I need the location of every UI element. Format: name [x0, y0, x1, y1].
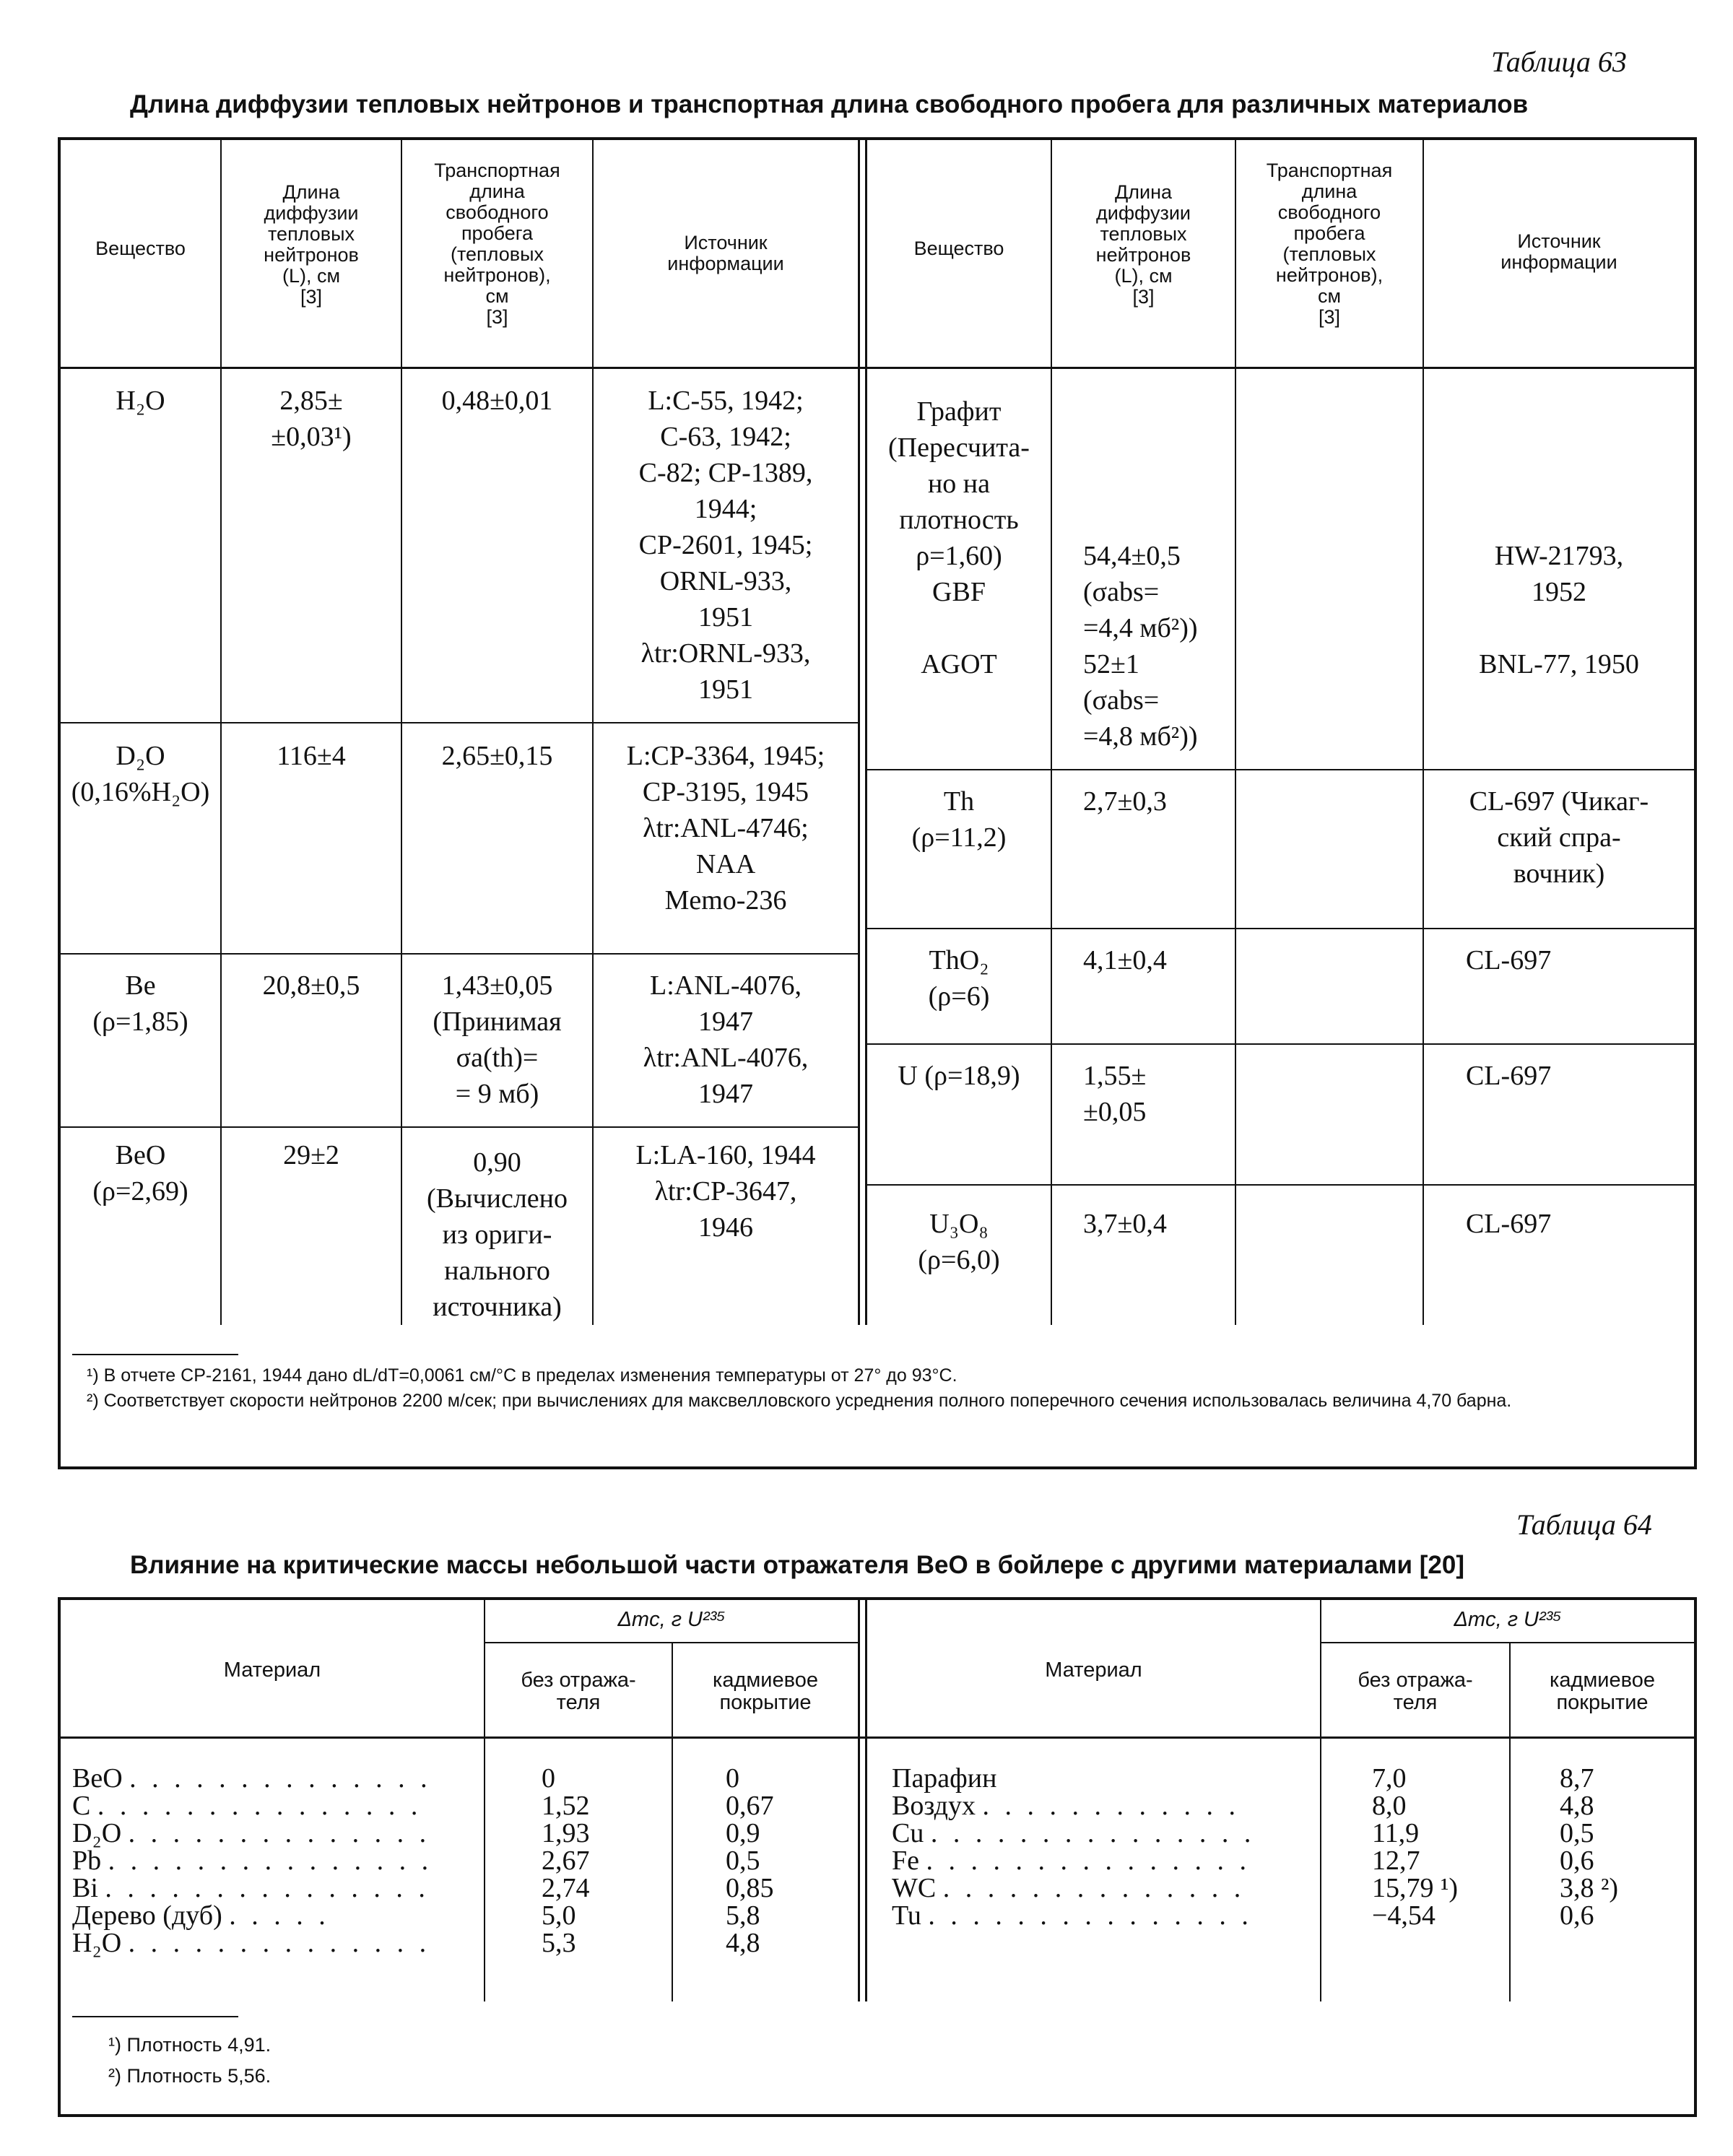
header-no-reflector-right: без отража- теля: [1358, 1669, 1473, 1714]
row-substance: U (ρ=18,9): [898, 1061, 1020, 1091]
row-diffusion: 2,7±0,3: [1083, 786, 1167, 817]
row-diffusion: 54,4±0,5 (σabs= =4,4 мб²)) 52±1 (σabs= =4,8 мб²)): [1083, 541, 1198, 752]
row-transport: 2,65±0,15: [441, 741, 553, 771]
row-substance: Th (ρ=11,2): [911, 786, 1007, 853]
header-substance-left: Вещество: [95, 238, 186, 259]
row-diffusion: 20,8±0,5: [262, 970, 360, 1001]
header-substance-right: Вещество: [913, 238, 1004, 259]
row-source: CL-697 (Чикаг- ский спра- вочник): [1469, 786, 1649, 889]
header-transport-left: Транспортная длина свободного пробега (тепловых нейтронов), см [3]: [434, 160, 560, 328]
row-source: CL-697: [1466, 1209, 1552, 1239]
row-source: L:LA-160, 1944 λtr:CP-3647, 1946: [635, 1140, 816, 1243]
table63-title: Длина диффузии тепловых нейтронов и транспортная длина свободного пробега для различных материалов: [130, 90, 1529, 118]
header-delta-left: Δmc, г U²³⁵: [617, 1608, 726, 1631]
header-diffusion-right: Длина диффузии тепловых нейтронов (L), см [3]: [1095, 181, 1191, 308]
right-material-list: [892, 1765, 1320, 1929]
row-source: CL-697: [1466, 1061, 1552, 1091]
table64: [58, 1597, 1697, 2117]
right-cadmium-values: 8,7 4,8 0,5 0,6 3,8 ²) 0,6: [1560, 1763, 1619, 1931]
footnote-2: ²) Плотность 5,56.: [108, 2065, 272, 2087]
row-substance: D₂O (0,16%H₂O): [71, 741, 210, 807]
header-transport-right: Транспортная длина свободного пробега (тепловых нейтронов), см [3]: [1266, 160, 1393, 328]
row-diffusion: 29±2: [283, 1140, 339, 1170]
row-source: HW-21793, 1952 BNL-77, 1950: [1479, 541, 1639, 679]
header-delta-right: Δmc, г U²³⁵: [1454, 1608, 1562, 1631]
row-substance: Графит (Пересчита- но на плотность ρ=1,60) GBF AGOT: [888, 396, 1030, 679]
list-item: Воздух . . . . . . . . . . . .: [892, 1791, 1241, 1821]
list-item: Tu . . . . . . . . . . . . . . .: [892, 1900, 1253, 1931]
list-item: Парафин: [892, 1763, 997, 1794]
row-source: L:CP-3364, 1945; CP-3195, 1945 λtr:ANL-4746; NAA Memo-236: [626, 741, 825, 916]
list-item: Pb . . . . . . . . . . . . . . .: [72, 1846, 433, 1876]
table64-title: Влияние на критические массы небольшой части отражателя BeO в бойлере с другими материалами [20]: [130, 1551, 1464, 1579]
row-transport: 1,43±0,05 (Принимая σa(th)= = 9 мб): [433, 970, 562, 1109]
row-substance: ThO₂ (ρ=6): [928, 945, 990, 1012]
row-diffusion: 1,55± ±0,05: [1083, 1061, 1147, 1127]
left-cadmium-values: 0 0,67 0,9 0,5 0,85 5,8 4,8: [726, 1763, 774, 1958]
footnote-2: ²) Соответствует скорости нейтронов 2200 м/сек; при вычислениях для максвелловского усреднения полного поперечного сечения использовалась величина 4,70 барна.: [87, 1391, 1512, 1411]
footnote-1: ¹) В отчете CP-2161, 1944 дано dL/dT=0,0061 см/°С в пределах изменения температуры от 27° до 93°С.: [87, 1365, 957, 1386]
left-material-list: [72, 1765, 484, 1957]
list-item: Bi . . . . . . . . . . . . . . .: [72, 1873, 430, 1903]
list-item: H₂O . . . . . . . . . . . . . .: [72, 1928, 431, 1958]
row-diffusion: 4,1±0,4: [1083, 945, 1167, 975]
list-item: WC . . . . . . . . . . . . . .: [892, 1873, 1246, 1903]
header-no-reflector-left: без отража- теля: [521, 1669, 636, 1714]
header-material-left: Материал: [223, 1659, 321, 1682]
header-source-left: Источник информации: [667, 232, 784, 274]
list-item: D₂O . . . . . . . . . . . . . .: [72, 1818, 431, 1848]
row-diffusion: 116±4: [277, 741, 346, 771]
header-cadmium-right: кадмиевое покрытие: [1550, 1669, 1655, 1714]
list-item: Дерево (дуб) . . . . .: [72, 1900, 330, 1931]
left-no-reflector-values: 0 1,52 1,93 2,67 2,74 5,0 5,3: [542, 1763, 590, 1958]
right-no-reflector-values: 7,0 8,0 11,9 12,7 15,79 ¹) −4,54: [1372, 1763, 1459, 1931]
table63: [58, 137, 1697, 1469]
row-source: CL-697: [1466, 945, 1552, 975]
row-substance: BeO (ρ=2,69): [92, 1140, 188, 1207]
row-source: L:C-55, 1942; C-63, 1942; C-82; CP-1389, 1944; CP-2601, 1945; ORNL-933, 1951 λtr:ORNL-933, 1951: [638, 386, 813, 705]
row-transport: 0,90 (Вычислено из ориги- нального источника): [426, 1147, 568, 1322]
list-item: Cu . . . . . . . . . . . . . . .: [892, 1818, 1256, 1848]
header-material-right: Материал: [1045, 1659, 1142, 1682]
list-item: Fe . . . . . . . . . . . . . . .: [892, 1846, 1251, 1876]
header-source-right: Источник информации: [1500, 230, 1617, 273]
row-transport: 0,48±0,01: [441, 386, 553, 416]
row-substance: Be (ρ=1,85): [92, 970, 188, 1037]
row-source: L:ANL-4076, 1947 λtr:ANL-4076, 1947: [643, 970, 809, 1109]
header-cadmium-left: кадмиевое покрытие: [713, 1669, 818, 1714]
row-diffusion: 3,7±0,4: [1083, 1209, 1167, 1239]
footnote-1: ¹) Плотность 4,91.: [108, 2034, 272, 2056]
table64-caption: Таблица 64: [1516, 1508, 1652, 1541]
header-diffusion-left: Длина диффузии тепловых нейтронов (L), см [3]: [264, 181, 359, 308]
row-diffusion: 2,85± ±0,03¹): [271, 386, 352, 452]
row-substance: U₃O₈ (ρ=6,0): [918, 1209, 1000, 1275]
list-item: BeO . . . . . . . . . . . . . .: [72, 1763, 432, 1794]
row-substance: H₂O: [116, 386, 165, 416]
table63-caption: Таблица 63: [1491, 45, 1627, 78]
list-item: C . . . . . . . . . . . . . . .: [72, 1791, 422, 1821]
